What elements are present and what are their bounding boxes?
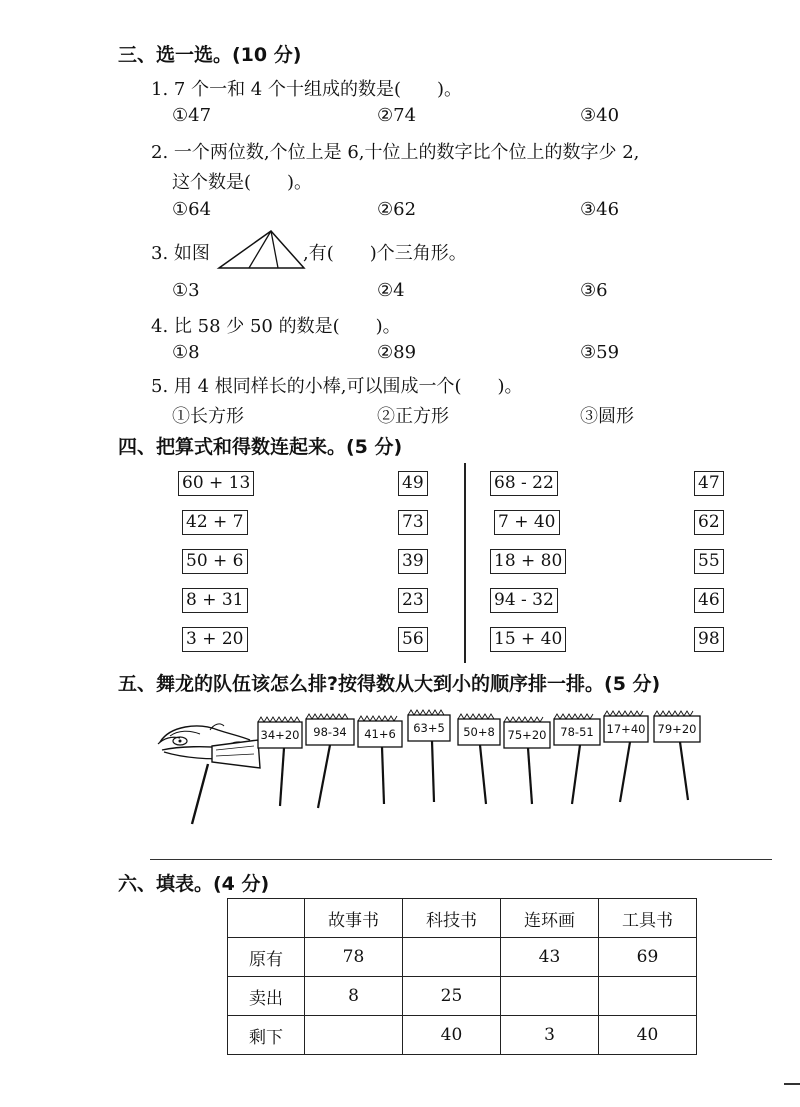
q2-option-1[interactable]: ①64 bbox=[172, 199, 212, 220]
books-table bbox=[227, 898, 697, 1055]
section3-title: 三、选一选。(10 分) bbox=[118, 44, 302, 66]
triangle-figure bbox=[216, 227, 308, 272]
result-box[interactable]: 47 bbox=[694, 471, 724, 496]
divider-line bbox=[150, 859, 772, 860]
table-header-cell bbox=[228, 899, 305, 938]
question-3-suffix: ,有( )个三角形。 bbox=[303, 243, 467, 264]
result-box[interactable]: 23 bbox=[398, 588, 428, 613]
expression-box[interactable]: 42 + 7 bbox=[182, 510, 248, 535]
table-cell: 78 bbox=[305, 938, 403, 977]
dragon-sign bbox=[306, 714, 354, 808]
question-2-line2: 这个数是( )。 bbox=[172, 172, 313, 193]
table-cell-blank[interactable] bbox=[403, 938, 501, 977]
result-box[interactable]: 49 bbox=[398, 471, 428, 496]
table-cell: 40 bbox=[599, 1016, 697, 1055]
row-label: 卖出 bbox=[228, 977, 305, 1016]
q4-option-2[interactable]: ②89 bbox=[377, 342, 417, 363]
expression-box[interactable]: 15 + 40 bbox=[490, 627, 566, 652]
table-cell-blank[interactable] bbox=[599, 977, 697, 1016]
dragon-sign bbox=[554, 714, 600, 804]
q1-option-1[interactable]: ①47 bbox=[172, 105, 212, 126]
column-divider bbox=[464, 463, 466, 663]
expression-box[interactable]: 50 + 6 bbox=[182, 549, 248, 574]
section4-title: 四、把算式和得数连起来。(5 分) bbox=[118, 436, 403, 458]
table-header-cell: 连环画 bbox=[501, 899, 599, 938]
sign-label: 34+20 bbox=[260, 728, 300, 742]
question-1: 1. 7 个一和 4 个十组成的数是( )。 bbox=[151, 79, 463, 100]
sign-label: 17+40 bbox=[606, 722, 646, 736]
q1-option-2[interactable]: ②74 bbox=[377, 105, 417, 126]
expression-box[interactable]: 18 + 80 bbox=[490, 549, 566, 574]
table-header-row bbox=[228, 899, 697, 938]
sign-label: 63+5 bbox=[413, 721, 445, 735]
q3-option-1[interactable]: ①3 bbox=[172, 280, 200, 301]
result-box[interactable]: 46 bbox=[694, 588, 724, 613]
page-edge-mark bbox=[784, 1083, 800, 1085]
row-label: 剩下 bbox=[228, 1016, 305, 1055]
q5-option-2[interactable]: ②正方形 bbox=[377, 406, 449, 427]
table-cell-blank[interactable] bbox=[501, 977, 599, 1016]
result-box[interactable]: 73 bbox=[398, 510, 428, 535]
dragon-sign bbox=[604, 711, 648, 802]
table-row bbox=[228, 977, 697, 1016]
table-cell: 8 bbox=[305, 977, 403, 1016]
q2-option-3[interactable]: ③46 bbox=[580, 199, 620, 220]
q3-option-3[interactable]: ③6 bbox=[580, 280, 608, 301]
sign-label: 50+8 bbox=[463, 725, 495, 739]
q4-option-3[interactable]: ③59 bbox=[580, 342, 620, 363]
question-3-prefix: 3. 如图 bbox=[151, 243, 210, 264]
dragon-sign bbox=[408, 710, 450, 802]
section6-title: 六、填表。(4 分) bbox=[118, 873, 270, 895]
sign-label: 98-34 bbox=[313, 725, 347, 739]
q1-option-3[interactable]: ③40 bbox=[580, 105, 620, 126]
question-4: 4. 比 58 少 50 的数是( )。 bbox=[151, 316, 401, 337]
expression-box[interactable]: 8 + 31 bbox=[182, 588, 248, 613]
table-cell-blank[interactable] bbox=[305, 1016, 403, 1055]
q5-option-3[interactable]: ③圆形 bbox=[580, 406, 634, 427]
dragon-sign bbox=[458, 714, 500, 804]
q5-option-1[interactable]: ①长方形 bbox=[172, 406, 244, 427]
dragon-sign bbox=[654, 711, 700, 800]
table-row bbox=[228, 1016, 697, 1055]
table-header-cell: 故事书 bbox=[305, 899, 403, 938]
dragon-illustration bbox=[150, 700, 720, 835]
sign-label: 75+20 bbox=[507, 728, 547, 742]
expression-box[interactable]: 7 + 40 bbox=[494, 510, 560, 535]
sign-label: 41+6 bbox=[364, 727, 396, 741]
expression-box[interactable]: 94 - 32 bbox=[490, 588, 558, 613]
q2-option-2[interactable]: ②62 bbox=[377, 199, 417, 220]
result-box[interactable]: 55 bbox=[694, 549, 724, 574]
table-header-cell: 工具书 bbox=[599, 899, 697, 938]
table-header-cell: 科技书 bbox=[403, 899, 501, 938]
sign-label: 78-51 bbox=[560, 725, 594, 739]
table-cell: 43 bbox=[501, 938, 599, 977]
result-box[interactable]: 56 bbox=[398, 627, 428, 652]
q3-option-2[interactable]: ②4 bbox=[377, 280, 405, 301]
table-row bbox=[228, 938, 697, 977]
q4-option-1[interactable]: ①8 bbox=[172, 342, 200, 363]
result-box[interactable]: 98 bbox=[694, 627, 724, 652]
question-5: 5. 用 4 根同样长的小棒,可以围成一个( )。 bbox=[151, 376, 523, 397]
expression-box[interactable]: 68 - 22 bbox=[490, 471, 558, 496]
table-cell: 40 bbox=[403, 1016, 501, 1055]
dragon-sign bbox=[358, 716, 402, 804]
dragon-head bbox=[158, 724, 260, 824]
dragon-sign bbox=[504, 717, 550, 804]
sign-label: 79+20 bbox=[657, 722, 697, 736]
dragon-sign bbox=[258, 717, 302, 806]
table-cell: 69 bbox=[599, 938, 697, 977]
table-cell: 3 bbox=[501, 1016, 599, 1055]
expression-box[interactable]: 60 + 13 bbox=[178, 471, 254, 496]
result-box[interactable]: 39 bbox=[398, 549, 428, 574]
question-2-line1: 2. 一个两位数,个位上是 6,十位上的数字比个位上的数字少 2, bbox=[151, 142, 640, 163]
expression-box[interactable]: 3 + 20 bbox=[182, 627, 248, 652]
result-box[interactable]: 62 bbox=[694, 510, 724, 535]
table-cell: 25 bbox=[403, 977, 501, 1016]
row-label: 原有 bbox=[228, 938, 305, 977]
section5-title: 五、舞龙的队伍该怎么排?按得数从大到小的顺序排一排。(5 分) bbox=[118, 673, 661, 695]
